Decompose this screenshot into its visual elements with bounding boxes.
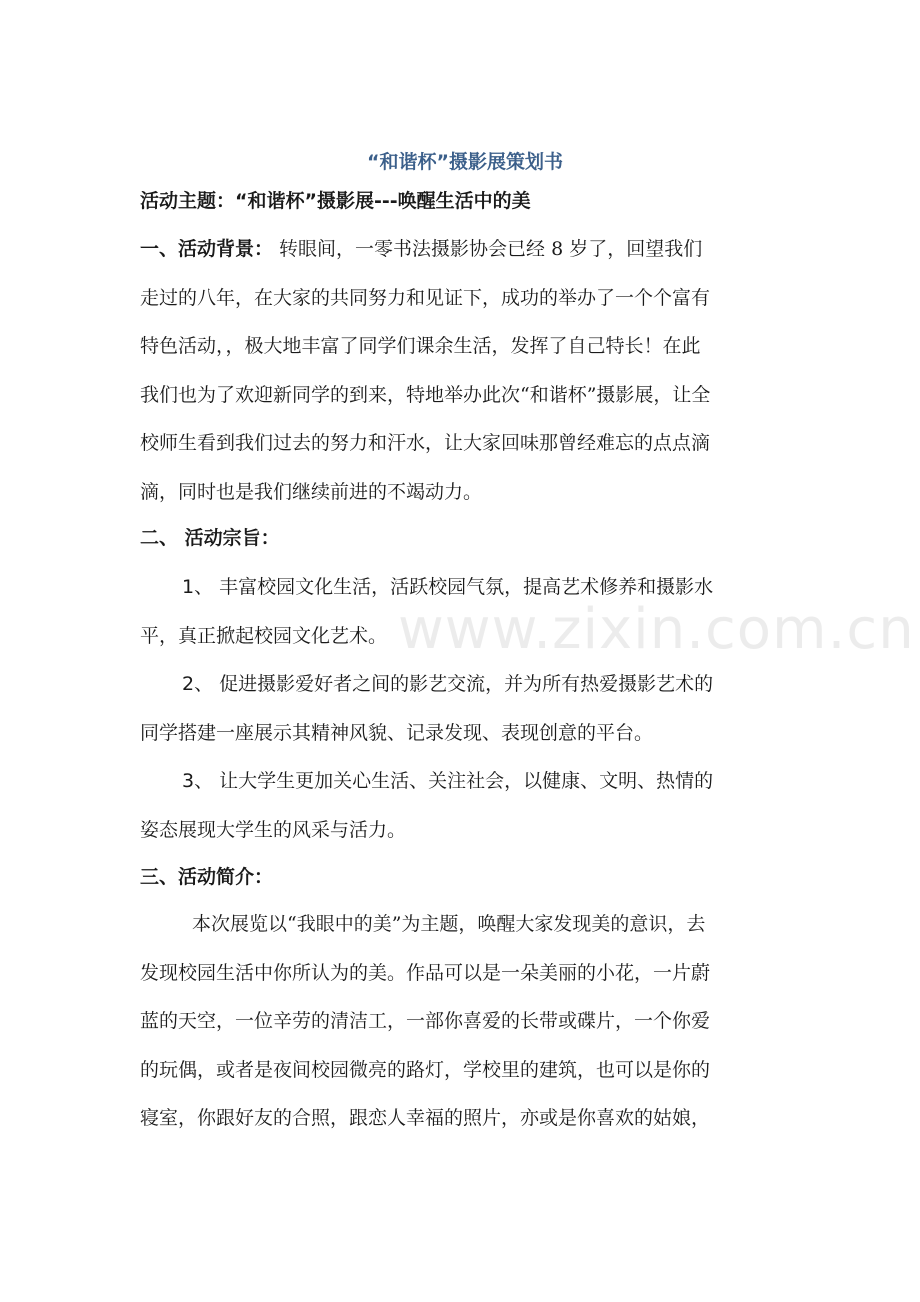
purpose-item-2: 2、 促进摄影爱好者之间的影艺交流，并为所有热爱摄影艺术的 同学搭建一座展示其精神风貌、记录发现、表现创意的平台。 — [140, 673, 714, 744]
purpose-item-number: 2、 — [182, 673, 214, 695]
purpose-item-3: 3、 让大学生更加关心生活、关注社会，以健康、文明、热情的 姿态展现大学生的风采与活力。 — [140, 770, 714, 841]
section-background-line: 滴，同时也是我们继续前进的不竭动力。 — [140, 480, 483, 503]
document-page — [140, 0, 790, 1302]
purpose-item-number: 3、 — [182, 770, 214, 792]
section-intro-line: 蓝的天空，一位辛劳的清洁工，一部你喜爱的长带或碟片，一个你爱 — [140, 1010, 711, 1032]
section-intro-line: 的玩偶，或者是夜间校园微亮的路灯，学校里的建筑，也可以是你的 — [140, 1058, 711, 1081]
theme-label: 活动主题： — [140, 190, 236, 212]
theme-text: “和谐杯”摄影展---唤醒生活中的美 — [235, 190, 531, 212]
purpose-item-1: 1、 丰富校园文化生活，活跃校园气氛，提高艺术修养和摄影水 平，真正掀起校园文化艺术。 — [140, 576, 714, 647]
section-background-line: 校师生看到我们过去的努力和汗水，让大家回味那曾经难忘的点点滴 — [140, 432, 711, 454]
theme-line — [140, 186, 531, 216]
document-title: “和谐杯”摄影展策划书 — [367, 151, 563, 173]
section-purpose-heading: 二、 活动宗旨： — [140, 527, 280, 549]
section-background-line: 走过的八年，在大家的共同努力和见证下，成功的举办了一个个富有 — [140, 286, 711, 309]
section-intro-line: 发现校园生活中你所认为的美。作品可以是一朵美丽的小花，一片蔚 — [140, 961, 711, 984]
section-background — [140, 225, 790, 516]
watermark: www.zixin.com.cn — [398, 597, 915, 662]
section-background-line: 我们也为了欢迎新同学的到来，特地举办此次“和谐杯”摄影展，让全 — [140, 383, 711, 406]
section-intro: 本次展览以“我眼中的美”为主题，唤醒大家发现美的意识，去 发现校园生活中你所认为的美。作品可以是一朵美丽的小花，一片蔚 蓝的天空，一位辛劳的清洁工，一部你喜爱的长带或碟片，一个你爱 的玩偶，或者是夜间校园微亮的路灯，学校里的建筑，也可以是你的 寝室，你跟好友的合照，跟恋人幸福的照片，亦或是你喜欢的姑娘， — [140, 900, 790, 1143]
section-background-heading: 一、活动背景： — [140, 238, 274, 260]
section-background-line: 特色活动，，极大地丰富了同学们课余生活，发挥了自己特长！在此 — [140, 335, 701, 357]
section-intro-line: 寝室，你跟好友的合照，跟恋人幸福的照片，亦或是你喜欢的姑娘， — [140, 1107, 711, 1129]
section-intro-heading: 三、活动简介： — [140, 866, 274, 888]
section-background-line: 一、活动背景： 转眼间，一零书法摄影协会已经 8 岁了，回望我们 — [140, 238, 703, 260]
purpose-item-number: 1、 — [182, 576, 214, 598]
